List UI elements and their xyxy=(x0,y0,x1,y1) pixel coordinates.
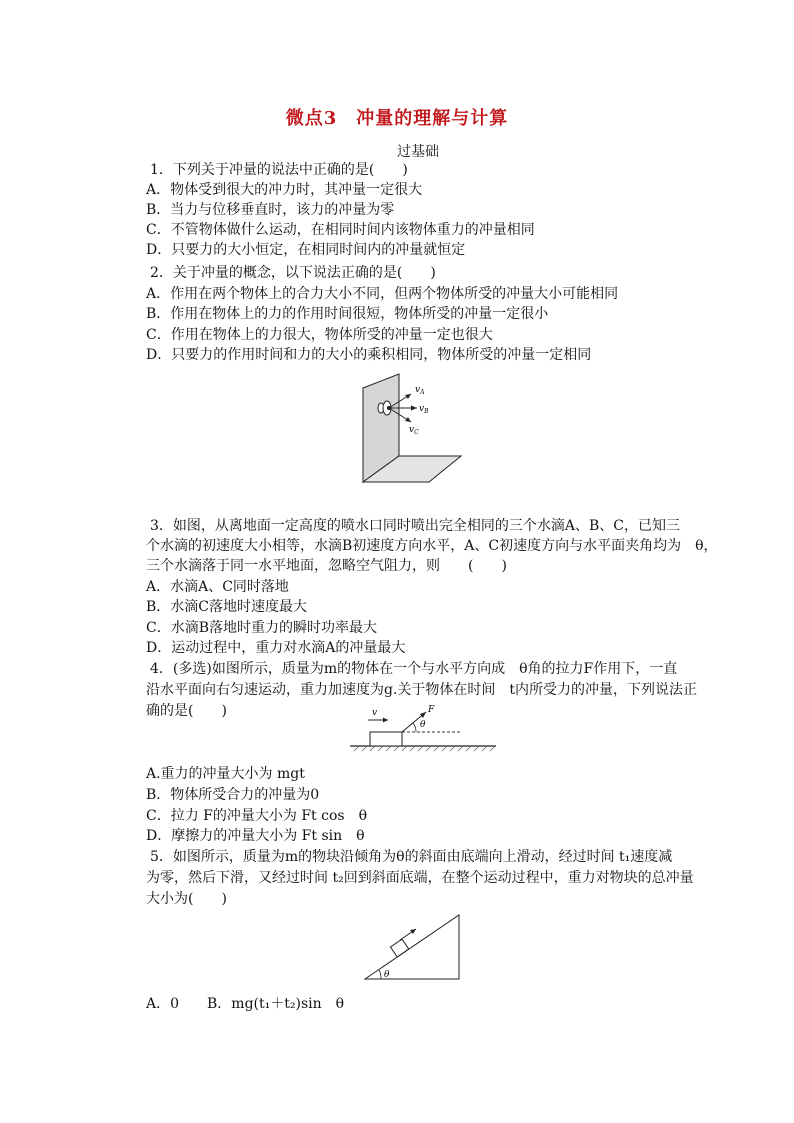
q3-option-b: B．水滴C落地时速度最大 xyxy=(146,599,307,615)
q1-option-d: D．只要力的大小恒定，在相同时间内的冲量就恒定 xyxy=(146,242,466,258)
arrowhead-c-icon xyxy=(405,417,411,422)
block xyxy=(370,732,402,746)
arrowhead-a-icon xyxy=(405,394,411,399)
motion-arrowhead-icon xyxy=(410,929,416,934)
label-vb: $v_B$ xyxy=(419,404,429,415)
q4-line-3: 确的是( ) xyxy=(146,703,227,719)
q4-option-b: B．物体所受合力的冲量为0 xyxy=(146,787,320,803)
incline-triangle xyxy=(365,915,459,979)
q2-option-d: D．只要力的作用时间和力的大小的乘积相同，物体所受的冲量一定相同 xyxy=(146,347,592,363)
page-title: 微点3 冲量的理解与计算 xyxy=(285,108,509,129)
velocity-arrowhead-icon xyxy=(383,718,388,723)
angle-arc xyxy=(413,723,416,732)
q2-option-a: A．作用在两个物体上的合力大小不同，但两个物体所受的冲量大小可能相同 xyxy=(146,286,619,302)
q3-option-a: A．水滴A、C同时落地 xyxy=(146,579,289,595)
q3-option-c: C．水滴B落地时重力的瞬时功率最大 xyxy=(146,620,377,636)
q5-line-1: 5．如图所示，质量为m的物块沿倾角为θ的斜面由底端向上滑动，经过时间 t₁速度减 xyxy=(150,849,673,865)
force-arrowhead-icon xyxy=(420,712,426,718)
label-f: F xyxy=(428,705,435,715)
label-va: $v_A$ xyxy=(415,385,425,396)
incline-theta: θ xyxy=(384,970,390,980)
label-theta: θ xyxy=(420,720,426,730)
arrowhead-b-icon xyxy=(411,406,417,411)
figure-block-pulled xyxy=(348,702,498,752)
q4-option-a: A.重力的冲量大小为 mgt xyxy=(146,766,305,782)
q4-option-c: C．拉力 F的冲量大小为 Ft cos θ xyxy=(146,808,367,824)
q2-stem: 2．关于冲量的概念，以下说法正确的是( ) xyxy=(150,265,436,281)
q1-option-b: B．当力与位移垂直时，该力的冲量为零 xyxy=(146,202,395,218)
q4-line-2: 沿水平面向右匀速运动，重力加速度为g.关于物体在时间 t内所受力的冲量，下列说法正 xyxy=(146,682,698,698)
figure-incline xyxy=(360,910,465,982)
label-vc: $v_C$ xyxy=(409,425,419,436)
q2-option-b: B．作用在物体上的力的作用时间很短，物体所受的冲量一定很小 xyxy=(146,306,549,322)
q1-option-c: C．不管物体做什么运动，在相同时间内该物体重力的冲量相同 xyxy=(146,222,535,238)
q5-line-3: 大小为( ) xyxy=(146,891,227,907)
q1-stem: 1．下列关于冲量的说法中正确的是( ) xyxy=(150,162,408,178)
q3-option-d: D．运动过程中，重力对水滴A的冲量最大 xyxy=(146,640,406,656)
q5-line-2: 为零，然后下滑，又经过时间 t₂回到斜面底端，在整个运动过程中，重力对物块的总冲量 xyxy=(146,870,694,886)
section-label: 过基础 xyxy=(397,144,439,160)
figure-water-nozzle xyxy=(355,370,465,485)
q3-line-1: 3．如图，从离地面一定高度的喷水口同时喷出完全相同的三个水滴A、B、C，已知三 xyxy=(150,518,681,534)
q1-option-a: A．物体受到很大的冲力时，其冲量一定很大 xyxy=(146,182,423,198)
floor-hatching xyxy=(354,746,495,751)
q4-option-d: D．摩擦力的冲量大小为 Ft sin θ xyxy=(146,828,365,844)
q5-options: A．0 B．mg(t₁＋t₂)sin θ xyxy=(146,996,345,1012)
label-v: v xyxy=(372,708,378,718)
q2-option-c: C．作用在物体上的力很大，物体所受的冲量一定也很大 xyxy=(146,327,493,343)
q4-line-1: 4．(多选)如图所示，质量为m的物体在一个与水平方向成 θ角的拉力F作用下，一直 xyxy=(150,661,678,677)
q3-line-2: 个水滴的初速度大小相等，水滴B初速度方向水平，A、C初速度方向与水平面夹角均为 θ， xyxy=(146,538,718,554)
q3-line-3: 三个水滴落于同一水平地面，忽略空气阻力，则 ( ) xyxy=(146,558,507,574)
